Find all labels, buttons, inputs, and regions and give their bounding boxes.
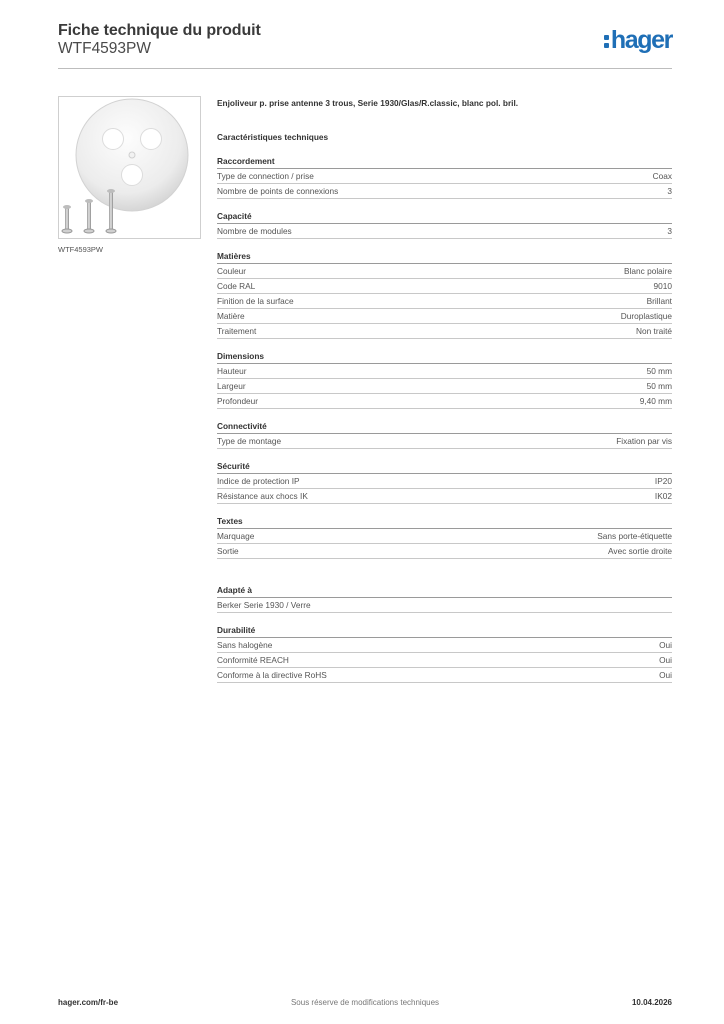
spec-section [217,460,672,504]
spec-section [217,420,672,449]
spec-label: Hauteur [217,366,247,376]
section-title: Durabilité [217,624,672,638]
spec-label: Type de connection / prise [217,171,314,181]
spec-label: Sortie [217,546,239,556]
spec-label: Résistance aux chocs IK [217,491,308,501]
spec-row [217,379,672,394]
spec-label: Largeur [217,381,246,391]
spec-row [217,544,672,559]
section-title: Sécurité [217,460,672,474]
spec-label: Sans halogène [217,640,273,650]
spec-row [217,474,672,489]
spec-row [217,598,672,613]
spec-label: Type de montage [217,436,282,446]
spec-label: Traitement [217,326,257,336]
spec-value: Avec sortie droite [608,546,672,556]
spec-value: 3 [667,186,672,196]
spec-value: Oui [659,670,672,680]
spec-value: IP20 [654,476,672,486]
spec-section [217,210,672,239]
spec-value: Sans porte-étiquette [597,531,672,541]
spec-sections [217,155,672,683]
spec-section [217,584,672,613]
spec-value: 3 [667,226,672,236]
spec-row [217,638,672,653]
product-image [58,96,201,239]
section-title: Raccordement [217,155,672,169]
spec-label: Nombre de modules [217,226,292,236]
spec-value: Fixation par vis [616,436,672,446]
spec-section [217,515,672,559]
spec-value: Oui [659,640,672,650]
footer-website-link[interactable]: hager.com/fr-be [58,998,119,1007]
spec-label: Conformité REACH [217,655,289,665]
spec-row [217,294,672,309]
spec-value: Coax [652,171,672,181]
spec-row [217,364,672,379]
spec-row [217,394,672,409]
product-description: Enjoliveur p. prise antenne 3 trous, Serie 1930/Glas/R.classic, blanc pol. bril. [217,98,519,108]
characteristics-heading: Caractéristiques techniques [217,132,329,142]
header-divider [58,68,672,69]
section-title: Adapté à [217,584,672,598]
spec-row [217,279,672,294]
spec-label: Marquage [217,531,255,541]
spec-label: Matière [217,311,245,321]
spec-label: Conforme à la directive RoHS [217,670,327,680]
spec-label: Couleur [217,266,247,276]
image-caption: WTF4593PW [58,245,104,254]
spec-value: 50 mm [646,366,672,376]
spec-row [217,184,672,199]
section-title: Textes [217,515,672,529]
spec-value: 9,40 mm [639,396,672,406]
hager-logo [604,26,672,55]
spec-row [217,309,672,324]
document-header [58,20,672,68]
section-title: Matières [217,250,672,264]
spec-value: Blanc polaire [624,266,672,276]
spec-label: Nombre de points de connexions [217,186,339,196]
spec-value: Brillant [646,296,672,306]
spec-label: Indice de protection IP [217,476,300,486]
spec-section [217,350,672,409]
spec-label: Profondeur [217,396,259,406]
spec-row [217,224,672,239]
spec-row [217,529,672,544]
section-title: Capacité [217,210,672,224]
spec-value: IK02 [654,491,672,501]
spec-row [217,489,672,504]
spec-value: Non traité [636,326,672,336]
spec-label: Finition de la surface [217,296,294,306]
spec-value: Duroplastique [620,311,672,321]
page-title: Fiche technique du produit [58,22,261,39]
spec-label: Code RAL [217,281,256,291]
spec-section [217,250,672,339]
spec-row [217,434,672,449]
section-title: Dimensions [217,350,672,364]
spec-value: Oui [659,655,672,665]
section-title: Connectivité [217,420,672,434]
spec-value: 9010 [653,281,672,291]
spec-row [217,324,672,339]
spec-row [217,653,672,668]
spec-content [217,96,672,683]
spec-row [217,264,672,279]
product-reference: WTF4593PW [58,40,152,57]
spec-section [217,155,672,199]
footer-date: 10.04.2026 [631,998,672,1007]
spec-section [217,624,672,683]
logo-text: hager [610,26,672,54]
cover-plate-icon [59,97,200,238]
logo-mark-icon [604,30,609,50]
spec-row [217,169,672,184]
footer-notice: Sous réserve de modifications techniques [290,998,440,1007]
spec-value: 50 mm [646,381,672,391]
spec-label: Berker Serie 1930 / Verre [217,600,311,610]
spec-row [217,668,672,683]
